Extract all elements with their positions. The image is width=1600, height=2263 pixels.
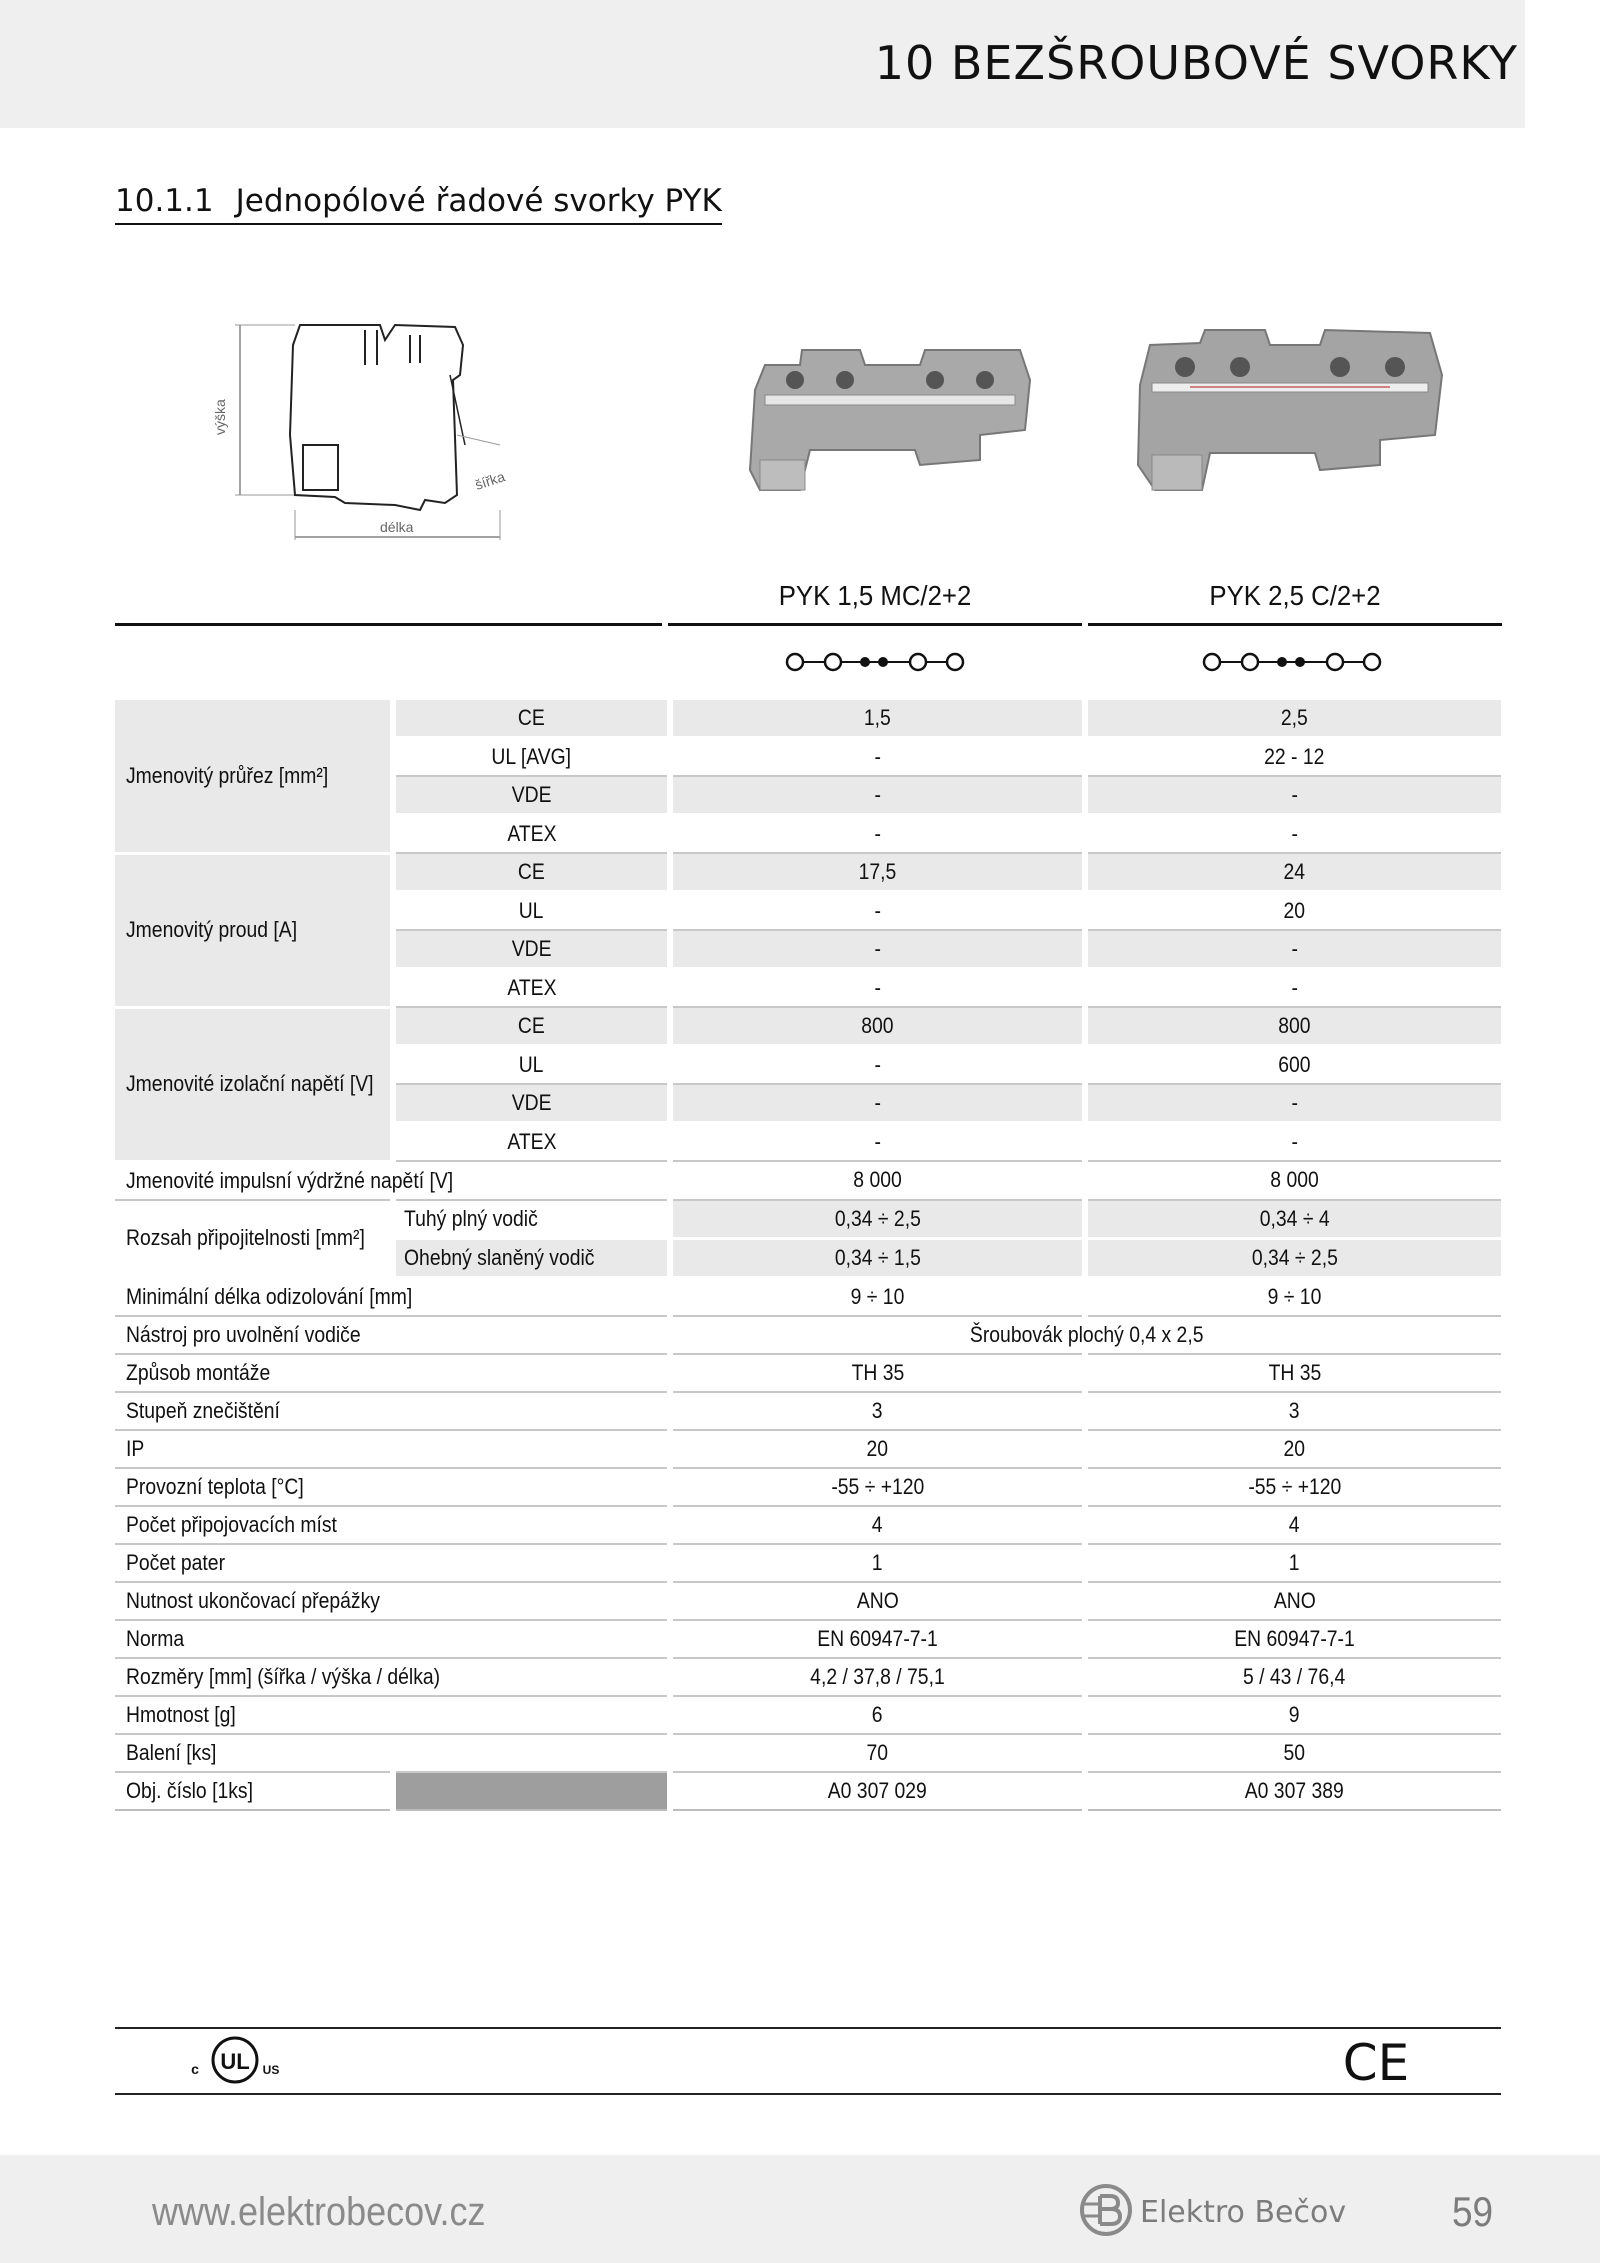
value-2: ANO xyxy=(1085,1582,1501,1620)
value-1: - xyxy=(670,1123,1085,1162)
value-1: 3 xyxy=(670,1392,1085,1430)
header-rule xyxy=(668,623,1082,626)
value-2: - xyxy=(1085,969,1501,1008)
value-2: 0,34 ÷ 4 xyxy=(1085,1200,1501,1239)
row-label: Hmotnost [g] xyxy=(115,1696,670,1734)
value-1: EN 60947-7-1 xyxy=(670,1620,1085,1658)
page-number: 59 xyxy=(1452,2188,1494,2235)
value-2: 1 xyxy=(1085,1544,1501,1582)
value-2: 8 000 xyxy=(1085,1161,1501,1200)
row-label: Stupeň znečištění xyxy=(115,1392,670,1430)
value-2: - xyxy=(1085,1123,1501,1162)
row-label: Počet připojovacích míst xyxy=(115,1506,670,1544)
sub-label: UL [AVG] xyxy=(393,738,670,777)
section-title xyxy=(115,183,722,225)
value-1: 0,34 ÷ 2,5 xyxy=(670,1200,1085,1239)
section-number: 10.1.1 xyxy=(115,183,214,219)
value-1: 70 xyxy=(670,1734,1085,1772)
section-title-text: Jednopólové řadové svorky PYK xyxy=(235,183,722,219)
value-2: - xyxy=(1085,815,1501,854)
sub-label: VDE xyxy=(393,776,670,815)
value-1: -55 ÷ +120 xyxy=(670,1468,1085,1506)
value-1: - xyxy=(670,930,1085,969)
row-label: Provozní teplota [°C] xyxy=(115,1468,670,1506)
sub-label: ATEX xyxy=(393,815,670,854)
value-2: 9 ÷ 10 xyxy=(1085,1277,1501,1316)
value-2: -55 ÷ +120 xyxy=(1085,1468,1501,1506)
spec-table xyxy=(115,700,1501,1811)
value-2: EN 60947-7-1 xyxy=(1085,1620,1501,1658)
value-2: 600 xyxy=(1085,1046,1501,1085)
value-2: A0 307 389 xyxy=(1085,1772,1501,1810)
row-label: Obj. číslo [1ks] xyxy=(115,1772,393,1810)
ul-us-text: US xyxy=(262,2063,280,2077)
row-label: Nutnost ukončovací přepážky xyxy=(115,1582,670,1620)
value-2: 0,34 ÷ 2,5 xyxy=(1085,1238,1501,1277)
value-1: 800 xyxy=(670,1007,1085,1046)
ul-c-text: c xyxy=(191,2061,199,2077)
row-label: Norma xyxy=(115,1620,670,1658)
label-length: délka xyxy=(380,519,414,535)
group-label: Jmenovitý průřez [mm²] xyxy=(115,700,393,853)
value-1: - xyxy=(670,1084,1085,1123)
value-2: TH 35 xyxy=(1085,1354,1501,1392)
value-1: 1,5 xyxy=(670,700,1085,738)
product-image-pyk-1-5 xyxy=(740,340,1040,510)
value-1: 9 ÷ 10 xyxy=(670,1277,1085,1316)
order-marker-cell xyxy=(393,1772,670,1810)
value-2: 24 xyxy=(1085,853,1501,892)
ul-text: UL xyxy=(220,2049,250,2074)
value-merged: Šroubovák plochý 0,4 x 2,5 xyxy=(670,1316,1501,1354)
value-2: 20 xyxy=(1085,892,1501,931)
sub-label: UL xyxy=(393,892,670,931)
terminal-symbol-icon xyxy=(783,647,968,677)
cul-us-mark-icon xyxy=(185,2034,285,2086)
ce-text: CE xyxy=(1342,2036,1410,2086)
value-2: 9 xyxy=(1085,1696,1501,1734)
cert-rule-bottom xyxy=(115,2093,1501,2095)
value-1: 4,2 / 37,8 / 75,1 xyxy=(670,1658,1085,1696)
row-label: Počet pater xyxy=(115,1544,670,1582)
value-2: - xyxy=(1085,1084,1501,1123)
group-label: Jmenovitý proud [A] xyxy=(115,853,393,1007)
group-label: Jmenovité izolační napětí [V] xyxy=(115,1007,393,1161)
value-1: ANO xyxy=(670,1582,1085,1620)
value-1: - xyxy=(670,892,1085,931)
company-logo-icon xyxy=(1078,2182,1134,2238)
label-height: výška xyxy=(212,399,228,435)
product-image-pyk-2-5 xyxy=(1130,325,1450,505)
sub-label: ATEX xyxy=(393,1123,670,1162)
sub-label: VDE xyxy=(393,930,670,969)
ce-mark-icon xyxy=(1340,2036,1412,2086)
value-2: 22 - 12 xyxy=(1085,738,1501,777)
row-label: Balení [ks] xyxy=(115,1734,670,1772)
row-label: Minimální délka odizolování [mm] xyxy=(115,1277,670,1316)
footer-brand: Elektro Bečov xyxy=(1140,2195,1347,2230)
value-1: A0 307 029 xyxy=(670,1772,1085,1810)
value-1: TH 35 xyxy=(670,1354,1085,1392)
value-2: - xyxy=(1085,776,1501,815)
header-rule xyxy=(1088,623,1502,626)
value-2: - xyxy=(1085,930,1501,969)
value-1: 1 xyxy=(670,1544,1085,1582)
value-2: 20 xyxy=(1085,1430,1501,1468)
value-1: - xyxy=(670,738,1085,777)
row-label: Způsob montáže xyxy=(115,1354,670,1392)
sub-label: Ohebný slaněný vodič xyxy=(393,1238,670,1277)
sub-label: CE xyxy=(393,700,670,738)
sub-label: CE xyxy=(393,853,670,892)
row-label: IP xyxy=(115,1430,670,1468)
footer-url-link[interactable]: www.elektrobecov.cz xyxy=(152,2190,486,2234)
value-1: - xyxy=(670,969,1085,1008)
value-1: 4 xyxy=(670,1506,1085,1544)
label-width: šířka xyxy=(472,468,507,493)
value-1: - xyxy=(670,776,1085,815)
value-1: 20 xyxy=(670,1430,1085,1468)
row-label: Nástroj pro uvolnění vodiče xyxy=(115,1316,670,1354)
terminal-symbol-icon xyxy=(1200,647,1385,677)
cert-rule-top xyxy=(115,2027,1501,2029)
value-1: - xyxy=(670,1046,1085,1085)
value-2: 800 xyxy=(1085,1007,1501,1046)
value-1: 0,34 ÷ 1,5 xyxy=(670,1238,1085,1277)
row-label: Jmenovité impulsní výdržné napětí [V] xyxy=(115,1161,670,1200)
product-header-2: PYK 2,5 C/2+2 xyxy=(1209,580,1381,611)
sub-label: Tuhý plný vodič xyxy=(393,1200,670,1239)
row-label: Rozměry [mm] (šířka / výška / délka) xyxy=(115,1658,670,1696)
value-2: 50 xyxy=(1085,1734,1501,1772)
value-2: 3 xyxy=(1085,1392,1501,1430)
sub-label: VDE xyxy=(393,1084,670,1123)
value-1: 17,5 xyxy=(670,853,1085,892)
sub-label: CE xyxy=(393,1007,670,1046)
value-2: 2,5 xyxy=(1085,700,1501,738)
dimension-drawing xyxy=(195,305,610,545)
sub-label: ATEX xyxy=(393,969,670,1008)
product-header-1: PYK 1,5 MC/2+2 xyxy=(778,580,972,611)
value-1: 8 000 xyxy=(670,1161,1085,1200)
value-2: 5 / 43 / 76,4 xyxy=(1085,1658,1501,1696)
value-2: 4 xyxy=(1085,1506,1501,1544)
value-1: 6 xyxy=(670,1696,1085,1734)
group-label: Rozsah připojitelnosti [mm²] xyxy=(115,1200,393,1278)
page-header-title: 10 BEZŠROUBOVÉ SVORKY xyxy=(874,36,1518,90)
header-rule xyxy=(115,623,662,626)
value-1: - xyxy=(670,815,1085,854)
sub-label: UL xyxy=(393,1046,670,1085)
